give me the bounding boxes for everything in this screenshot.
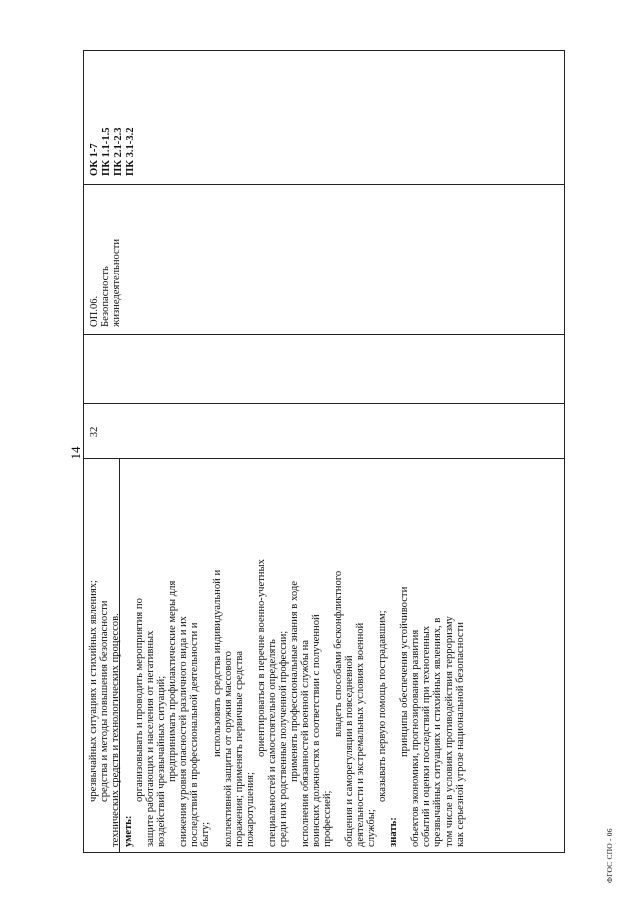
content-line: применять профессиональные знания в ходе	[288, 581, 300, 782]
content-line: том числе в условиях противодействия терроризму	[443, 616, 455, 847]
content-line: предпринимать профилактические меры для	[167, 580, 179, 782]
content-line: воздействий чрезвычайных ситуаций;	[156, 675, 168, 847]
content-line: чрезвычайных ситуациях и стихийных явлениях;	[88, 580, 99, 802]
content-line: как серьезной угрозе национальной безопасности	[454, 622, 466, 847]
skills-heading: уметь:	[123, 815, 135, 847]
content-line: средства и методы повышения безопасности	[99, 600, 111, 802]
column-divider	[84, 184, 564, 185]
content-line: специальностей и самостоятельно определять	[266, 639, 278, 847]
competency-item: ПК 3.1-3.2	[125, 127, 136, 176]
content-line: объектов экономики, прогнозирования развития	[410, 629, 422, 847]
content-line: общения и саморегуляции в повседневной	[344, 655, 356, 847]
content-line: исполнения обязанностей военной службы на	[299, 639, 311, 847]
document-footer: ФГОС СПО - 06	[605, 828, 614, 883]
content-line: защите работающих и населения от негативных	[145, 630, 157, 847]
column-divider	[84, 334, 564, 335]
content-line: профессией;	[321, 790, 333, 847]
knowledge-heading: знать:	[388, 817, 400, 847]
content-line: пожаротушения;	[244, 772, 256, 847]
competency-item: ПК 1.1-1.5	[101, 127, 112, 176]
discipline-cell	[89, 217, 122, 327]
content-line: быту;	[200, 821, 212, 847]
content-line: последствий в профессиональной деятельности и	[189, 622, 201, 847]
discipline-code: ОП.06.	[89, 295, 100, 327]
knowledge-skills-cell	[88, 464, 466, 847]
curriculum-table	[83, 50, 565, 853]
content-line: технических средств и технологических процессов.	[110, 613, 122, 847]
hours-cell: 32	[89, 426, 100, 438]
competency-item: ПК 2.1-2.3	[113, 127, 124, 176]
content-line: оказывать первую помощь пострадавшим;	[377, 610, 389, 802]
competency-item: ОК 1-7	[89, 143, 100, 176]
content-line: ориентироваться в перечне военно-учетных	[255, 559, 267, 757]
content-line: поражения; применять первичные средства	[233, 651, 245, 847]
content-line: коллективной защиты от оружия массового	[222, 651, 234, 847]
content-line: владеть способами бесконфликтного	[333, 570, 345, 737]
content-line: событий и оценки последствий при техногенных	[421, 625, 433, 847]
content-line: чрезвычайных ситуациях и стихийных явлениях, в	[432, 617, 444, 847]
content-line: использовать средства индивидуальной и	[211, 569, 223, 757]
content-line: снижения уровня опасностей различного вида и их	[178, 616, 190, 847]
discipline-name: Безопасность жизнедеятельности	[100, 238, 123, 327]
column-divider	[84, 403, 564, 404]
competencies-cell	[89, 56, 137, 176]
content-line: деятельности и экстремальных условиях военной	[355, 622, 367, 847]
page-number: 14	[68, 446, 83, 460]
column-divider	[84, 458, 564, 459]
content-line: среди них родственные полученной профессии;	[277, 630, 289, 847]
content-line: организовывать и проводить мероприятия по	[134, 598, 146, 802]
content-line: воинских должностях в соответствии с полученной	[310, 614, 322, 847]
content-line: принципы обеспечения устойчивости	[399, 586, 411, 757]
content-line: службы;	[366, 809, 378, 847]
